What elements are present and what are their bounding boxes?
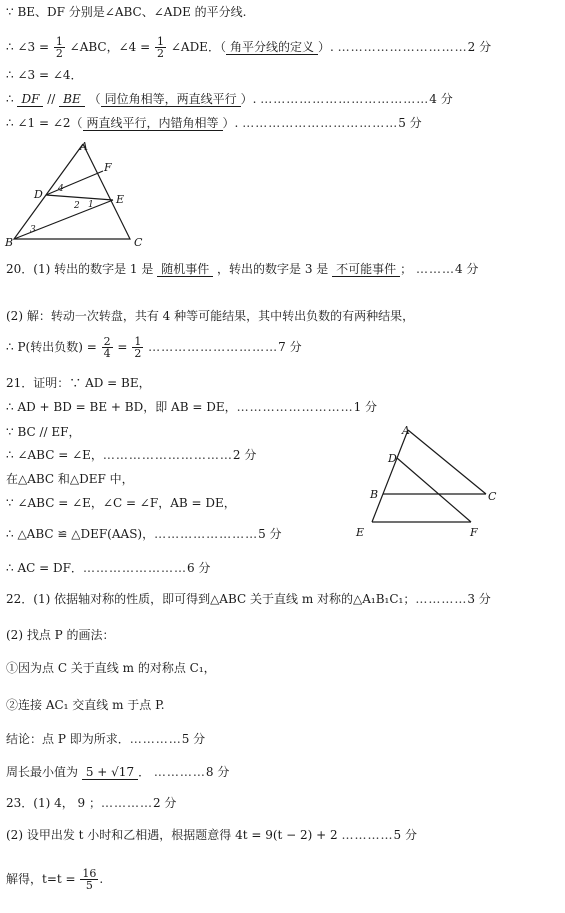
label-D: D <box>388 452 397 465</box>
label-E: E <box>116 193 125 206</box>
label-D: D <box>34 188 43 201</box>
problem-21-line6: ∵ ∠ABC = ∠E，∠C = ∠F，AB = DE， <box>6 496 236 510</box>
probability-line: ∴ P(转出负数) = $\frac{2}{4}$ = $\frac{1}{2}$ …………………………7 分 <box>6 335 302 360</box>
score: 2 分 <box>152 796 177 810</box>
score: 5 分 <box>258 527 282 541</box>
answer-underline: 不可能事件 <box>332 262 400 277</box>
problem-23-solution: 解得，t=t = $\frac{16}{5}$ . <box>6 867 104 892</box>
score: 5 分 <box>398 116 422 130</box>
label-A: A <box>80 140 88 153</box>
problem-22-conclusion: 结论：点 P 即为所求．…………5 分 <box>6 732 206 746</box>
text: ∴ ∠3 = <box>6 40 50 54</box>
problem-21-line4: ∴ ∠ABC = ∠E，…………………………2 分 <box>6 448 257 462</box>
angle-4: 4 <box>58 184 64 194</box>
score: 2 分 <box>467 40 492 54</box>
proof-line-conclusion: ∴ ∠1 = ∠2（ 两直线平行，内错角相等 ）. ………………………………5 分 <box>6 116 422 130</box>
problem-21-line3: ∵ BC // EF， <box>6 425 81 439</box>
answer-underline: BE <box>59 92 85 107</box>
fraction-half: $\frac{1}{2}$ <box>134 335 142 360</box>
score: 1 分 <box>353 400 378 414</box>
score: 8 分 <box>205 765 230 779</box>
label-B: B <box>5 236 14 249</box>
proof-line-given: ∵ BE、DF 分别是∠ABC、∠ADE 的平分线. <box>6 5 247 19</box>
problem-22-min-perimeter: 周长最小值为 5 + √17 ． …………8 分 <box>6 765 230 779</box>
score: 5 分 <box>393 828 417 842</box>
label-B: B <box>370 488 379 501</box>
answer-underline: 同位角相等，两直线平行 <box>101 92 241 107</box>
fraction-half: $\frac{1}{2}$ <box>157 35 165 60</box>
answer-underline: DF <box>17 92 43 107</box>
problem-21-line2: ∴ AD + BD = BE + BD，即 AB = DE，………………………1 分 <box>6 400 378 414</box>
proof-line-angle3: ∴ ∠3 = $\frac{1}{2}$ ∠ABC，∠4 = $\frac{1}{2}$ ∠ADE．（ 角平分线的定义 ）. …………………………2 分 <box>6 35 492 60</box>
score: 4 分 <box>454 262 479 276</box>
problem-21-line5: 在△ABC 和△DEF 中， <box>6 472 134 486</box>
triangle-figure-1 <box>0 138 160 250</box>
problem-22-step2: ②连接 AC₁ 交直线 m 于点 P. <box>6 698 165 712</box>
problem-20-part1: 20．(1) 转出的数字是 1 是 随机事件 ，转出的数字是 3 是 不可能事件 ； ………4 分 <box>6 262 479 276</box>
label-E: E <box>356 526 365 539</box>
answer-underline: 角平分线的定义 <box>226 40 318 55</box>
answer-underline: 随机事件 <box>157 262 213 277</box>
answer-underline: 两直线平行，内错角相等 <box>83 116 223 131</box>
fraction-half: $\frac{1}{2}$ <box>55 35 63 60</box>
score: 2 分 <box>232 448 257 462</box>
text: ∠ADE．（ <box>170 40 226 54</box>
label-C: C <box>488 490 497 503</box>
angle-2: 2 <box>74 201 80 211</box>
problem-21-line7: ∴ △ABC ≌ △DEF(AAS)，……………………5 分 <box>6 527 282 541</box>
angle-1: 1 <box>88 200 94 210</box>
problem-23-part1: 23．(1) 4， 9 ；…………2 分 <box>6 796 177 810</box>
problem-21-start: 21．证明：∵ AD = BE， <box>6 376 151 390</box>
label-C: C <box>134 236 143 249</box>
label-F: F <box>470 526 478 539</box>
fraction-2-4: $\frac{2}{4}$ <box>103 335 111 360</box>
triangle-figure-2 <box>352 420 512 542</box>
proof-line-parallel: ∴ DF // BE （ 同位角相等，两直线平行 ）. …………………………………4 分 <box>6 92 453 106</box>
problem-22-part1: 22．(1) 依据轴对称的性质，即可得到△ABC 关于直线 m 对称的△A₁B₁C₁；…………3 分 <box>6 592 491 606</box>
answer-underline: 5 + √17 <box>82 765 138 780</box>
problem-20-part2: (2) 解：转动一次转盘，共有 4 种等可能结果，其中转出负数的有两种结果， <box>6 309 415 323</box>
fraction-16-5: $\frac{16}{5}$ <box>82 867 97 892</box>
problem-23-part2: (2) 设甲出发 t 小时和乙相遇，根据题意得 4t = 9(t − 2) + 2 …………5 分 <box>6 828 417 842</box>
proof-line-equal-angles: ∴ ∠3 = ∠4． <box>6 68 83 82</box>
problem-22-step1: ①因为点 C 关于直线 m 的对称点 C₁， <box>6 661 216 675</box>
score: 5 分 <box>181 732 206 746</box>
score: 7 分 <box>278 340 302 354</box>
problem-21-line8: ∴ AC = DF．……………………6 分 <box>6 561 211 575</box>
problem-22-part2: (2) 找点 P 的画法： <box>6 628 115 642</box>
score: 4 分 <box>429 92 453 106</box>
text: ∠ABC，∠4 = <box>69 40 151 54</box>
angle-3: 3 <box>30 225 36 235</box>
label-F: F <box>104 161 112 174</box>
score: 3 分 <box>467 592 491 606</box>
label-A: A <box>402 424 410 437</box>
score: 6 分 <box>186 561 211 575</box>
